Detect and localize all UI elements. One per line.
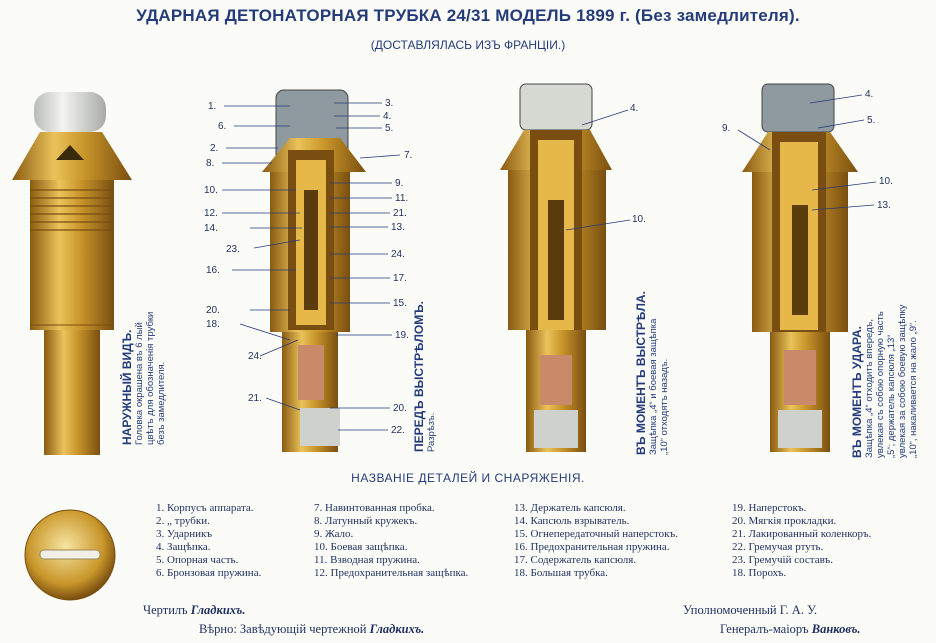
legend-item: 17. Содержатель капсюля. — [514, 553, 637, 566]
legend-column-3 — [514, 502, 678, 579]
legend-item: 1. Корпусъ аппарата. — [156, 502, 254, 514]
caption-impact-note-5: „10“, накаливается на жало „9“. — [908, 320, 919, 458]
callout-impact-9: 9. — [722, 123, 731, 134]
legend-item: 14. Капсюль взрыватель. — [514, 514, 630, 527]
callout-4: 4. — [383, 111, 392, 122]
callout-impact-13: 13. — [877, 200, 891, 211]
callout-9: 9. — [395, 178, 404, 189]
callout-18: 18. — [206, 319, 220, 330]
legend-item: 10. Боевая защѣпка. — [314, 540, 408, 553]
footer-general-name: Ванковъ. — [811, 622, 861, 636]
callout-7: 7. — [404, 150, 413, 161]
callout-impact-10: 10. — [879, 176, 893, 187]
caption-before — [412, 301, 437, 452]
callout-17: 17. — [393, 273, 407, 284]
caption-before-title: ПЕРЕДЪ ВЫСТРѢЛОМЪ. — [412, 300, 426, 452]
caption-firing — [634, 291, 670, 455]
legend-item: 16. Предохранительная пружина. — [514, 540, 670, 553]
caption-before-note: Разрѣзъ. — [426, 412, 437, 452]
caption-impact-title: ВЪ МОМЕНТЪ УДАРА. — [850, 326, 864, 458]
caption-impact-note-2: увлекая съ собою опорную часть — [875, 311, 886, 458]
exterior-view-drawing — [12, 92, 132, 455]
callout-19: 19. — [395, 330, 409, 341]
legend-item: 3. Ударникъ — [156, 527, 213, 540]
section-moment-of-impact — [742, 84, 858, 452]
callout-1: 1. — [208, 101, 217, 112]
caption-impact-note-3: „5“; держатель капсюля „13“ — [886, 334, 897, 458]
footer-drew-name: Гладкихъ. — [190, 603, 246, 617]
legend-item: 19. Наперстокъ. — [732, 502, 807, 514]
legend-item: 21. Лакированный коленкоръ. — [732, 527, 872, 540]
legend-item: 7. Навинтованная пробка. — [314, 502, 435, 514]
callout-24-right: 24. — [391, 249, 405, 260]
page-title: УДАРНАЯ ДЕТОНАТОРНАЯ ТРУБКА 24/31 МОДЕЛЬ 1899 г. (Без замедлителя). — [136, 6, 800, 25]
callout-impact-4: 4. — [865, 89, 874, 100]
callout-3: 3. — [385, 98, 394, 109]
callout-14: 14. — [204, 223, 218, 234]
legend-item: 13. Держатель капсюля. — [514, 502, 626, 514]
legend-item: 18. Порохъ. — [732, 566, 787, 579]
callout-impact-5: 5. — [867, 115, 876, 126]
callout-8: 8. — [206, 158, 215, 169]
legend-item: 9. Жало. — [314, 527, 354, 540]
footer-drew — [143, 603, 245, 618]
footer-general — [720, 622, 861, 637]
callout-10: 10. — [204, 185, 218, 196]
caption-exterior-note-1: Головка окрашена въ 6 лый — [134, 322, 145, 445]
callout-21-right: 21. — [393, 208, 407, 219]
callout-22: 22. — [391, 425, 405, 436]
caption-exterior — [120, 312, 167, 445]
caption-exterior-note-3: безъ замедлителя. — [156, 361, 167, 445]
legend-column-4 — [732, 502, 871, 579]
caption-impact — [850, 304, 919, 458]
legend-item: 22. Гремучая ртуть. — [732, 540, 824, 553]
legend-item: 5. Опорная часть. — [156, 553, 239, 566]
footer-authorized: Уполномоченный Г. А. У. — [683, 603, 818, 617]
footer-verified-label: Вѣрно: Завѣдующій чертежной — [199, 622, 367, 636]
callout-firing-4: 4. — [630, 103, 639, 114]
legend-item: 4. Защѣпка. — [156, 540, 211, 553]
legend-item: 15. Огнепередаточный наперстокъ. — [514, 527, 678, 540]
callout-2: 2. — [210, 143, 219, 154]
legend-item: 11. Взводная пружина. — [314, 553, 420, 566]
legend-column-1 — [156, 502, 261, 579]
legend-column-2 — [314, 502, 468, 579]
callout-16: 16. — [206, 265, 220, 276]
footer-verified-name: Гладкихъ. — [369, 622, 425, 636]
footer-general-label: Генералъ-маіоръ — [720, 622, 809, 636]
callout-5: 5. — [385, 123, 394, 134]
caption-impact-note-4: увлекая за собою боевую защѣпку — [897, 304, 908, 458]
callout-11: 11. — [395, 193, 409, 204]
caption-firing-title: ВЪ МОМЕНТЪ ВЫСТРѢЛА. — [634, 291, 648, 455]
caption-exterior-note-2: цвѣтъ для обозначенія трубки — [145, 311, 156, 445]
legend-heading: НАЗВАНІЕ ДЕТАЛЕЙ И СНАРЯЖЕНІЯ. — [351, 471, 585, 485]
callout-21-left: 21. — [248, 393, 262, 404]
callout-12: 12. — [204, 208, 218, 219]
callout-firing-10: 10. — [632, 214, 646, 225]
caption-impact-note-1: Защѣпка „4“ отходитъ впередъ, — [864, 318, 875, 458]
caption-firing-note-1: Защѣпка „4“ и боевая защѣпка — [648, 318, 659, 455]
top-view-disc — [25, 510, 115, 600]
callout-20: 20. — [206, 305, 220, 316]
legend-item: 6. Бронзовая пружина. — [156, 566, 262, 579]
callout-13: 13. — [391, 222, 405, 233]
legend-item: 23. Гремучій составъ. — [732, 553, 833, 566]
callout-6: 6. — [218, 121, 227, 132]
callout-24-left: 24. — [248, 351, 262, 362]
legend-item: 8. Латунный кружекъ. — [314, 514, 418, 527]
callout-15: 15. — [393, 298, 407, 309]
legend-item: 12. Предохранительная защѣпка. — [314, 566, 469, 579]
legend-item: 20. Мягкія прокладки. — [732, 514, 837, 527]
legend-item: 18. Большая трубка. — [514, 566, 608, 579]
caption-exterior-title: НАРУЖНЫЙ ВИДЪ. — [120, 329, 134, 445]
callout-20-right: 20. — [393, 403, 407, 414]
footer-drew-label: Чертилъ — [143, 603, 188, 617]
section-before-firing — [262, 90, 366, 452]
callout-23: 23. — [226, 244, 240, 255]
legend-item: 2. „ трубки. — [156, 514, 210, 527]
page-subtitle: (ДОСТАВЛЯЛАСЬ ИЗЪ ФРАНЦІИ.) — [370, 38, 566, 52]
section-moment-of-firing — [500, 84, 612, 452]
footer-verified — [199, 622, 424, 637]
caption-firing-note-2: „10“ отходятъ назадъ. — [659, 358, 670, 455]
